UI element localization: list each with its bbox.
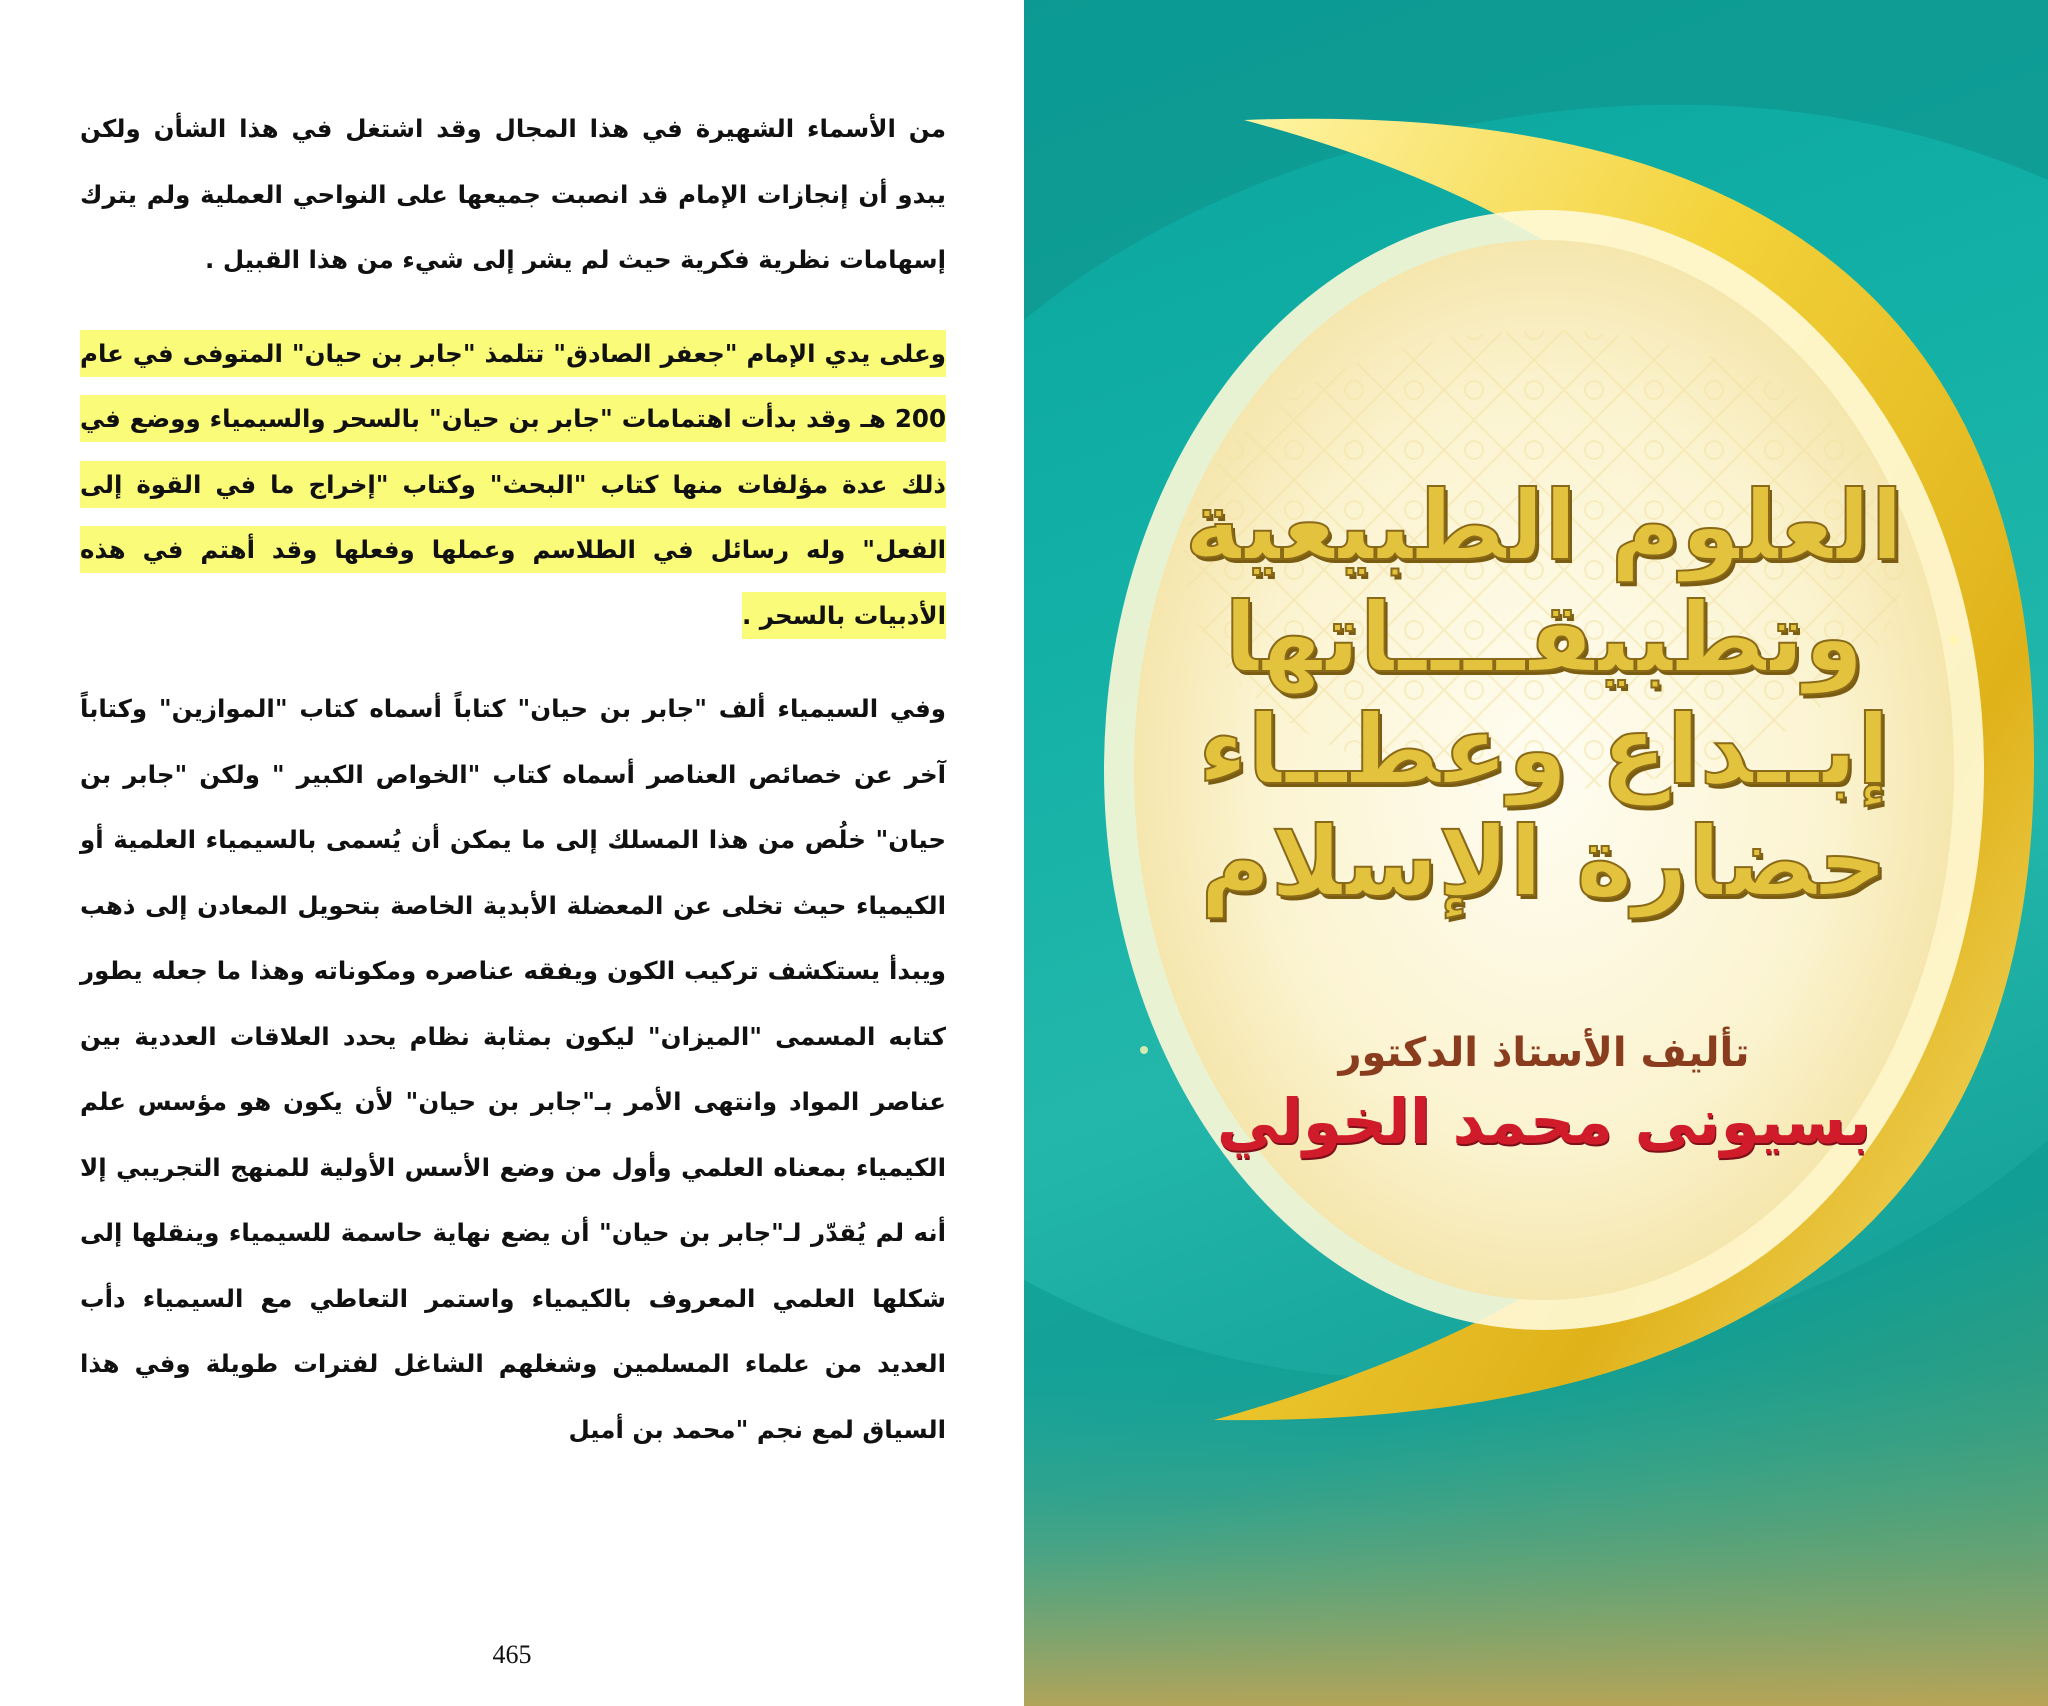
text-line: للسيمياء وينقلها إلى شكلها العلمي المعروف بالكيمياء واستمر (80, 1218, 946, 1313)
text-line: يُسمى بالسيمياء العلمية أو الكيمياء حيث تخلى عن المعضلة الأبدية (80, 825, 946, 920)
text-line: المواد وانتهى الأمر بـ"جابر بن حيان" لأن يكون هو مؤسس علم (80, 1087, 860, 1116)
text-line: وعلى يدي الإمام "جعفر الصادق" تتلمذ "جابر بن حيان" المتوفى (182, 338, 946, 368)
text-line: التجريبي إلا أنه لم يُقدّر لـ"جابر بن حيان" أن يضع نهاية حاسمة (80, 1152, 947, 1247)
text-line: التعاطي مع السيمياء دأب العديد من علماء المسلمين وشغلهم (80, 1283, 947, 1378)
paragraph-3 (80, 676, 946, 1462)
cover-title-line: حضارة الإسلام (1200, 806, 1888, 918)
cover-title-line: العلوم الطبيعية (1184, 470, 1904, 582)
text-line: يترك إسهامات نظرية فكرية حيث لم يشر إلى شيء من هذا القبيل . (80, 179, 946, 274)
cover-title (1154, 470, 1934, 918)
text-line: يبدو أن إنجازات الإمام قد انصبت جميعها على النواحي العملية ولم (146, 179, 947, 209)
page-number: 465 (492, 1640, 532, 1669)
paragraph-1 (80, 96, 946, 293)
cover-title-line: وتطبيقــــاتها (1224, 582, 1864, 694)
author-label: تأليف الأستاذ الدكتور (1338, 1030, 1750, 1076)
text-line: ويفقه عناصره ومكوناته وهذا ما جعله يطور كتابه المسمى (80, 956, 947, 1051)
text-line: وفي السيمياء ألف "جابر بن حيان" كتاباً أسماه كتاب "الموازين" (158, 694, 946, 723)
book-cover (1024, 0, 2048, 1706)
text-line: وكتاباً آخر عن خصائص العناصر أسماه كتاب "الخواص الكبير " (80, 694, 947, 789)
text-line: الخاصة بتحويل المعادن إلى ذهب ويبدأ يستكشف تركيب الكون (80, 890, 947, 985)
text-line: الشاغل لفترات طويلة وفي هذا السياق لمع نجم "محمد بن أميل (80, 1349, 946, 1444)
page-body (80, 96, 946, 1462)
text-line: في عام 200 هـ وقد بدأت اهتمامات "جابر بن حيان" بالسحر (80, 338, 946, 433)
cover-title-line: إبــداع وعطــاء (1198, 694, 1890, 806)
author-name: بسيونى محمد الخولي (1216, 1085, 1872, 1158)
highlighted-text (80, 330, 946, 639)
highlighted-paragraph (80, 321, 946, 649)
text-line: وفعلها وقد أهتم في هذه الأدبيات بالسحر . (80, 535, 946, 630)
text-line: الكيمياء بمعناه العلمي وأول من وضع الأسس الأولية للمنهج (230, 1152, 947, 1182)
text-line: "إخراج ما في القوة إلى الفعل" وله رسائل في الطلاسم وعملها (80, 469, 947, 564)
text-line: "الميزان" ليكون بمثابة نظام يحدد العلاقات العددية بين عناصر (80, 1021, 946, 1116)
text-line: من الأسماء الشهيرة في هذا المجال وقد اشتغل في هذا الشأن ولكن (80, 114, 946, 143)
bottom-arches-tint (1024, 1350, 2048, 1706)
text-line: ولكن "جابر بن حيان" خلُص من هذا المسلك إلى ما يمكن أن (80, 759, 947, 854)
text-line: والسيمياء ووضع في ذلك عدة مؤلفات منها كتاب "البحث" وكتاب (80, 404, 946, 499)
